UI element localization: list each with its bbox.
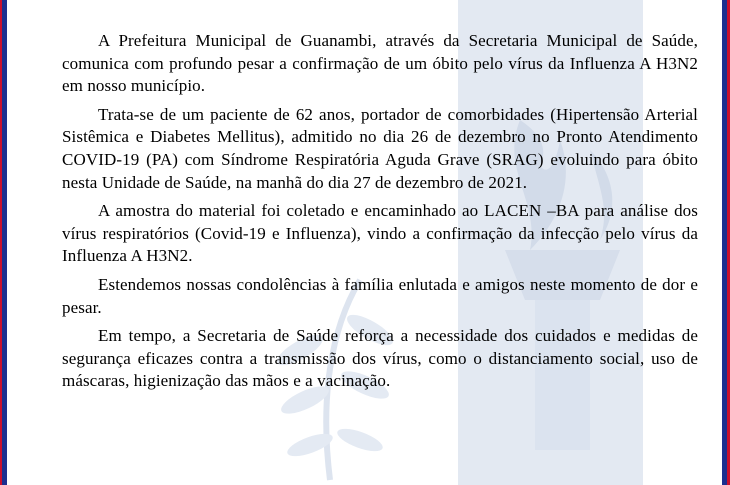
paragraph-patient-details: Trata-se de um paciente de 62 anos, portador de comorbidades (Hipertensão Arterial Sistêmica e Diabetes Mellitus), admitido no dia 26 de dezembro no Pronto Atendimento COVID-19 (PA) com Síndrome Respiratória Aguda Grave (SRAG) evoluindo para óbito nesta Unidade de Saúde, na manhã do dia 27 de dezembro de 2021. bbox=[62, 104, 698, 192]
paragraph-condolences: Estendemos nossas condolências à família enlutada e amigos neste momento de dor e pesar. bbox=[62, 274, 698, 317]
paragraph-intro: A Prefeitura Municipal de Guanambi, através da Secretaria Municipal de Saúde, comunica com profundo pesar a confirmação de um óbito pelo vírus da Influenza A H3N2 em nosso município. bbox=[62, 31, 698, 96]
paragraph-lab-confirmation: A amostra do material foi coletado e encaminhado ao LACEN –BA para análise dos vírus respiratórios (Covid-19 e Influenza), vindo a confirmação da infecção pelo vírus da Influenza A H3N2. bbox=[62, 201, 698, 266]
notice-document bbox=[62, 30, 698, 399]
paragraph-prevention: Em tempo, a Secretaria de Saúde reforça a necessidade dos cuidados e medidas de segurança eficazes contra a transmissão dos vírus, como o distanciamento social, uso de máscaras, higienização das mãos e a vacinação. bbox=[62, 326, 698, 391]
